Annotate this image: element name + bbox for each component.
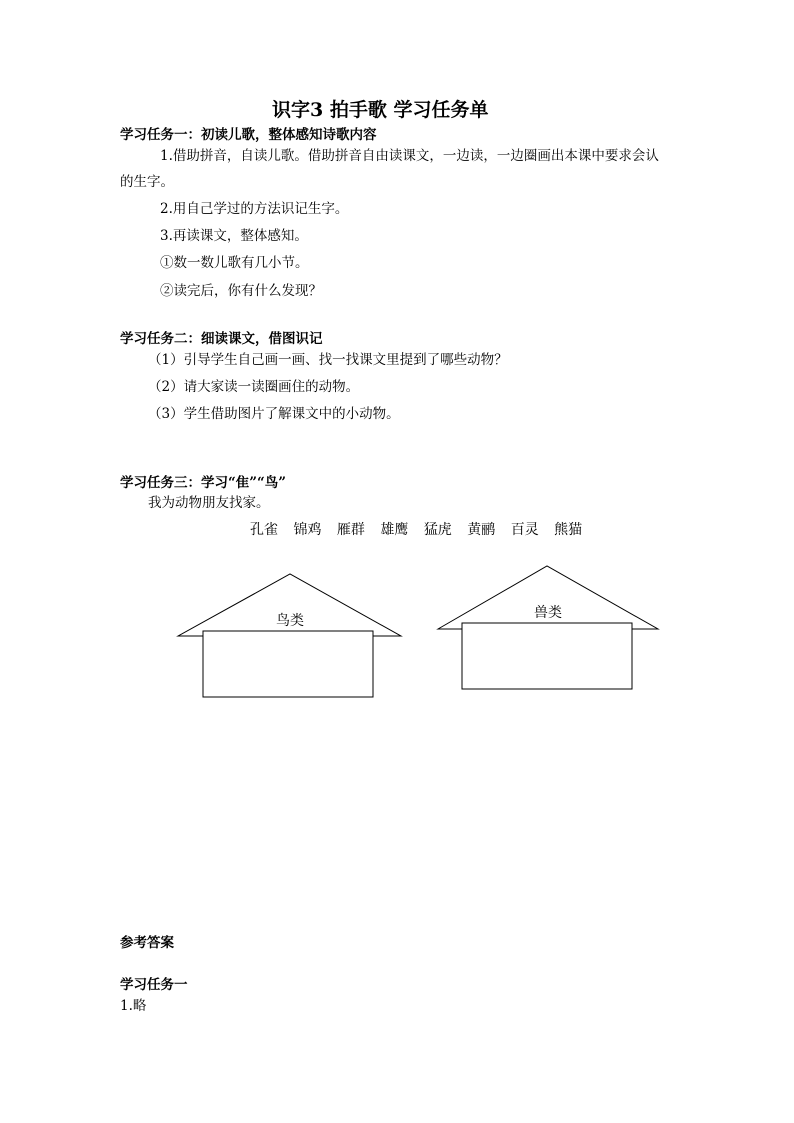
task1-heading: 学习任务一：初读儿歌，整体感知诗歌内容 [120, 127, 377, 143]
task3-heading: 学习任务三：学习“隹”“鸟” [120, 475, 287, 491]
animal-word: 熊猫 [554, 522, 583, 538]
task1-sub2: ②读完后，你有什么发现？ [160, 283, 322, 299]
task2-item: （1）引导学生自己画一画、找一找课文里提到了哪些动物？ [148, 352, 508, 368]
animal-word: 雁群 [336, 522, 365, 538]
animal-word: 锦鸡 [293, 522, 322, 538]
animal-word-list [250, 521, 582, 539]
animal-word: 黄鹂 [467, 522, 496, 538]
house-box [203, 631, 373, 697]
task1-item1-line2: 的生字。 [120, 174, 174, 190]
task1-item2: 2.用自己学过的方法识记生字。 [160, 201, 349, 217]
page-title: 识字3 拍手歌 学习任务单 [272, 99, 489, 121]
task1-item1-line1: 1.借助拼音，自读儿歌。借助拼音自由读课文，一边读，一边圈画出本课中要求会认 [160, 148, 659, 164]
task2-item: （3）学生借助图片了解课文中的小动物。 [148, 406, 400, 422]
animal-word: 孔雀 [250, 522, 278, 538]
task3-instruction: 我为动物朋友找家。 [148, 495, 270, 511]
answers-heading: 参考答案 [120, 935, 174, 951]
house-birds-label: 鸟类 [276, 613, 304, 629]
house-box [462, 623, 632, 689]
house-beasts [436, 563, 662, 693]
task2-item: （2）请大家读一读圈画住的动物。 [148, 379, 360, 395]
task2-heading: 学习任务二：细读课文，借图识记 [120, 331, 323, 347]
answers-item1: 1.略 [120, 998, 147, 1014]
house-beasts-label: 兽类 [534, 605, 562, 621]
animal-word: 猛虎 [423, 522, 452, 538]
answers-task1-heading: 学习任务一 [120, 977, 188, 993]
animal-word: 雄鹰 [380, 522, 409, 538]
animal-word: 百灵 [510, 522, 539, 538]
task1-item3: 3.再读课文，整体感知。 [160, 228, 308, 244]
house-birds [176, 571, 406, 701]
task1-sub1: ①数一数儿歌有几小节。 [160, 255, 309, 271]
